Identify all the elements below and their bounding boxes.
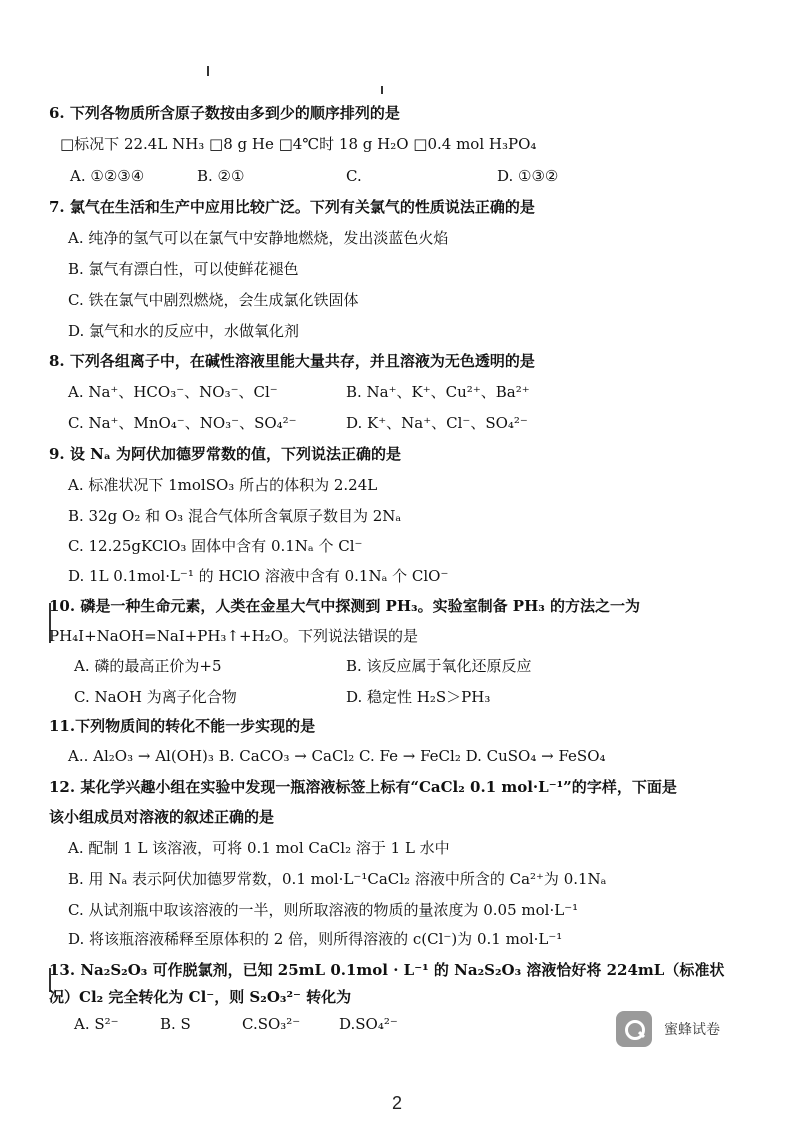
- question-12-stem: 12. 某化学兴趣小组在实验中发现一瓶溶液标签上标有“CaCl₂ 0.1 mol·L⁻¹”的字样，下面是: [49, 778, 677, 796]
- page-number: 2: [391, 1093, 402, 1113]
- question-12-option-c: C. 从试剂瓶中取该溶液的一半，则所取溶液的物质的量浓度为 0.05 mol·L⁻¹: [68, 901, 579, 919]
- question-6-option-c: C.: [346, 167, 362, 185]
- question-11-stem: 11.下列物质间的转化不能一步实现的是: [49, 717, 316, 735]
- question-12-option-d: D. 将该瓶溶液稀释至原体积的 2 倍，则所得溶液的 c(Cl⁻)为 0.1 mol·L⁻¹: [68, 930, 563, 948]
- question-9-option-a: A. 标准状况下 1molSO₃ 所占的体积为 2.24L: [68, 476, 378, 494]
- question-12-option-b: B. 用 Nₐ 表示阿伏加德罗常数，0.1 mol·L⁻¹CaCl₂ 溶液中所含的 Ca²⁺为 0.1Nₐ: [68, 870, 607, 888]
- question-12-option-a: A. 配制 1 L 该溶液，可将 0.1 mol CaCl₂ 溶于 1 L 水中: [68, 839, 450, 857]
- question-8-option-a: A. Na⁺、HCO₃⁻、NO₃⁻、Cl⁻: [68, 383, 278, 401]
- watermark: [616, 1007, 720, 1051]
- question-10-option-c: C. NaOH 为离子化合物: [74, 688, 237, 706]
- question-10-option-b: B. 该反应属于氧化还原反应: [346, 657, 532, 675]
- question-13-option-a: A. S²⁻: [74, 1015, 119, 1033]
- question-6-option-d: D. ①③②: [497, 167, 559, 185]
- question-8-option-c: C. Na⁺、MnO₄⁻、NO₃⁻、SO₄²⁻: [68, 414, 297, 432]
- question-7-stem: 7. 氯气在生活和生产中应用比较广泛。下列有关氯气的性质说法正确的是: [49, 198, 535, 216]
- question-11-options: A.. Al₂O₃ → Al(OH)₃ B. CaCO₃ → CaCl₂ C. Fe → FeCl₂ D. CuSO₄ → FeSO₄: [68, 747, 606, 765]
- scan-mark: [381, 86, 383, 94]
- question-13-option-b: B. S: [160, 1015, 191, 1033]
- scan-mark: [207, 66, 209, 76]
- question-6-option-a: A. ①②③④: [70, 167, 145, 185]
- question-6-option-b: B. ②①: [197, 167, 245, 185]
- question-9-stem: 9. 设 Nₐ 为阿伏加德罗常数的值，下列说法正确的是: [49, 445, 402, 463]
- question-6-items: □标况下 22.4L NH₃ □8 g He □4℃时 18 g H₂O □0.4 mol H₃PO₄: [60, 135, 537, 153]
- question-8-stem: 8. 下列各组离子中，在碱性溶液里能大量共存，并且溶液为无色透明的是: [49, 352, 535, 370]
- question-7-option-b: B. 氯气有漂白性，可以使鲜花褪色: [68, 260, 299, 278]
- bee-exam-logo-icon: [616, 1011, 652, 1047]
- question-13-option-c: C.SO₃²⁻: [242, 1015, 301, 1033]
- question-13-stem-cont: 况）Cl₂ 完全转化为 Cl⁻，则 S₂O₃²⁻ 转化为: [49, 988, 352, 1006]
- question-13-option-d: D.SO₄²⁻: [339, 1015, 398, 1033]
- question-13-stem: 13. Na₂S₂O₃ 可作脱氯剂，已知 25mL 0.1mol · L⁻¹ 的 Na₂S₂O₃ 溶液恰好将 224mL（标准状: [49, 961, 725, 979]
- question-9-option-b: B. 32g O₂ 和 O₃ 混合气体所含氧原子数目为 2Nₐ: [68, 507, 402, 525]
- question-6-stem: 6. 下列各物质所含原子数按由多到少的顺序排列的是: [49, 104, 400, 122]
- question-8-option-d: D. K⁺、Na⁺、Cl⁻、SO₄²⁻: [346, 414, 528, 432]
- question-8-option-b: B. Na⁺、K⁺、Cu²⁺、Ba²⁺: [346, 383, 530, 401]
- question-10-option-a: A. 磷的最高正价为+5: [74, 657, 222, 675]
- question-9-option-d: D. 1L 0.1mol·L⁻¹ 的 HClO 溶液中含有 0.1Nₐ 个 ClO⁻: [68, 567, 449, 585]
- question-9-option-c: C. 12.25gKClO₃ 固体中含有 0.1Nₐ 个 Cl⁻: [68, 537, 363, 555]
- question-10-option-d: D. 稳定性 H₂S＞PH₃: [346, 688, 491, 706]
- question-12-stem-cont: 该小组成员对溶液的叙述正确的是: [49, 808, 275, 826]
- question-7-option-c: C. 铁在氯气中剧烈燃烧，会生成氯化铁固体: [68, 291, 359, 309]
- watermark-text: 蜜蜂试卷: [664, 1022, 720, 1038]
- question-7-option-d: D. 氯气和水的反应中，水做氧化剂: [68, 322, 300, 340]
- question-7-option-a: A. 纯净的氢气可以在氯气中安静地燃烧，发出淡蓝色火焰: [68, 229, 449, 247]
- question-10-stem-equation: PH₄I+NaOH=NaI+PH₃↑+H₂O。下列说法错误的是: [49, 627, 418, 645]
- question-10-stem: 10. 磷是一种生命元素，人类在金星大气中探测到 PH₃。实验室制备 PH₃ 的方法之一为: [49, 597, 641, 615]
